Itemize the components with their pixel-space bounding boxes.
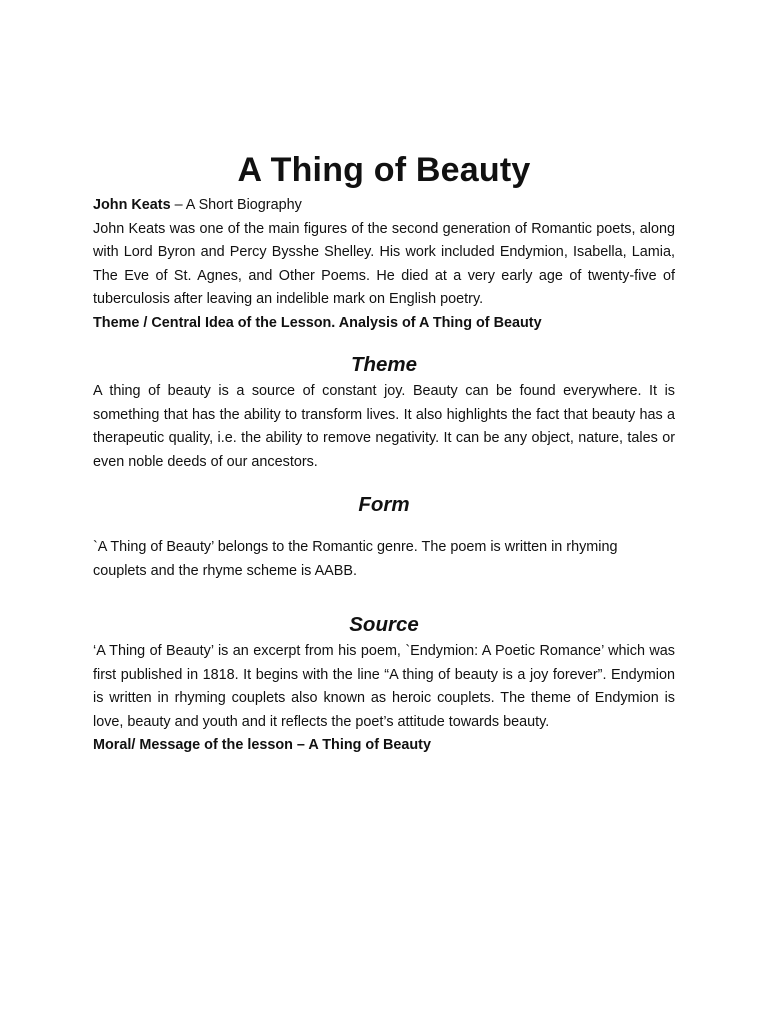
section-paragraph-theme: A thing of beauty is a source of constant joy. Beauty can be found everywhere. It is something that has the ability to transform lives. It also highlights the fact that beauty has a therapeutic quality, i.e. the ability to remove negativity. It can be any object, nature, tales or even noble deeds of our ancestors. <box>93 383 675 470</box>
bio-heading-subtitle: – A Short Biography <box>170 197 302 213</box>
bio-heading <box>93 194 675 218</box>
bio-heading-author: John Keats <box>93 197 171 213</box>
section-heading-theme: Theme <box>350 353 418 376</box>
theme-intro-heading: Theme / Central Idea of the Lesson. Analysis of A Thing of Beauty <box>93 314 542 331</box>
document-page <box>93 148 675 758</box>
bio-paragraph: John Keats was one of the main figures of the second generation of Romantic poets, along with Lord Byron and Percy Bysshe Shelley. His work included Endymion, Isabella, Lamia, The Eve of St. Agnes, and Other Poems. He died at a very early age of twenty-five of tuberculosis after leaving an indelible mark on English poetry. <box>93 220 675 307</box>
section-heading-form: Form <box>358 493 410 516</box>
section-heading-source: Source <box>349 613 419 636</box>
document-title: A Thing of Beauty <box>237 151 531 189</box>
moral-heading: Moral/ Message of the lesson – A Thing of Beauty <box>93 737 431 753</box>
section-paragraph-form: `A Thing of Beauty’ belongs to the Romantic genre. The poem is written in rhyming couplets and the rhyme scheme is AABB. <box>93 539 618 579</box>
section-paragraph-source: ‘A Thing of Beauty’ is an excerpt from his poem, `Endymion: A Poetic Romance’ which was first published in 1818. It begins with the line “A thing of beauty is a joy forever”. Endymion is written in rhyming couplets also known as heroic couplets. The theme of Endymion is love, beauty and youth and it reflects the poet’s attitude towards beauty. <box>93 643 675 730</box>
